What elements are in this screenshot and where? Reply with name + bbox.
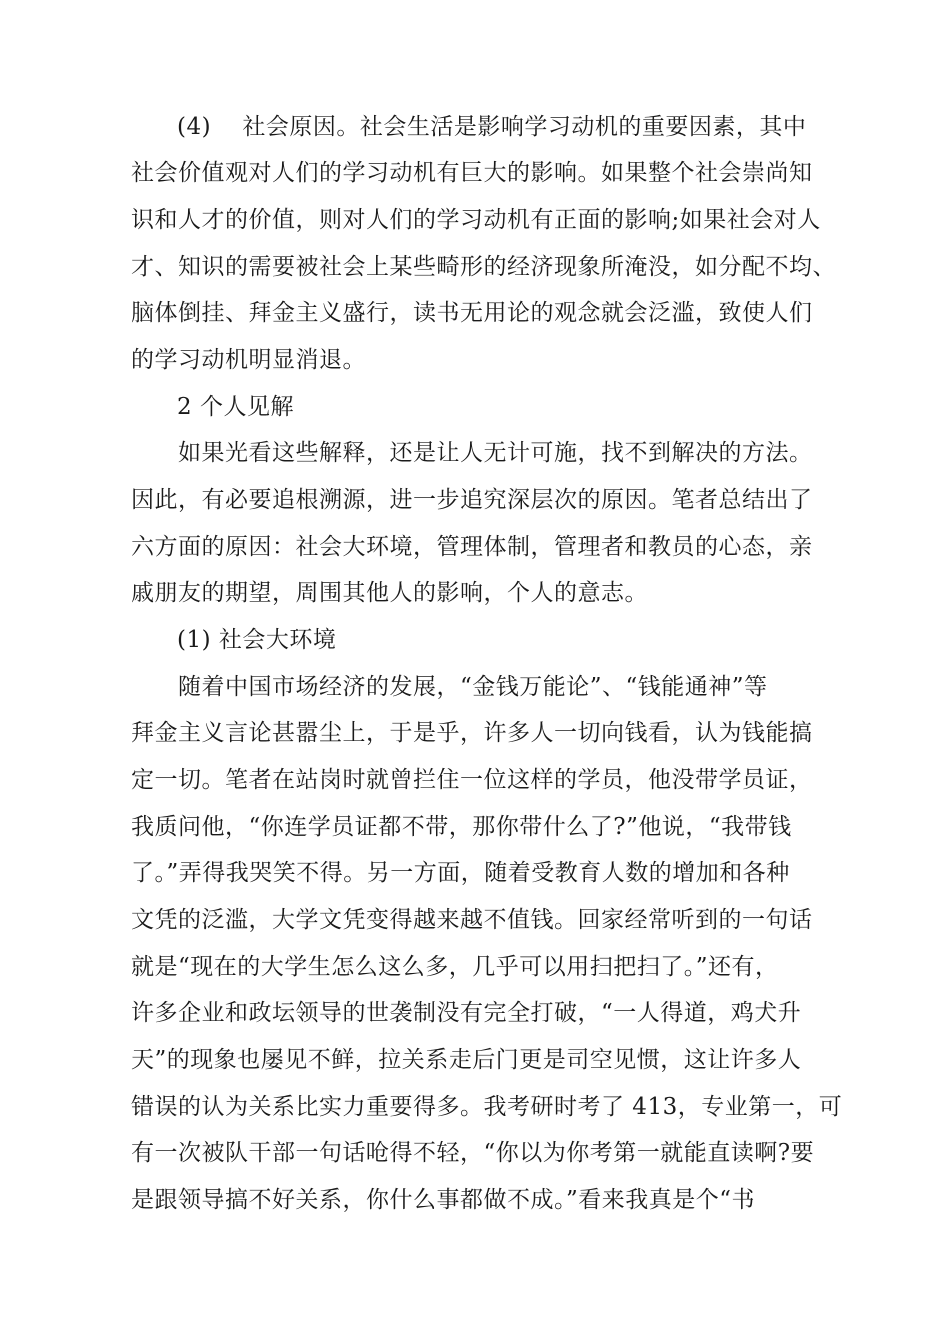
subsection-heading: (1) 社会大环境 (177, 627, 337, 653)
text-line: 社会价值观对人们的学习动机有巨大的影响。如果整个社会崇尚知 (131, 160, 813, 186)
text-line: 定一切。笔者在站岗时就曾拦住一位这样的学员，他没带学员证， (131, 767, 813, 793)
text-line: 是跟领导搞不好关系，你什么事都做不成。”看来我真是个“书 (131, 1187, 756, 1213)
text-line: 如果光看这些解释，还是让人无计可施，找不到解决的方法。 (178, 440, 813, 466)
section-heading: 2 个人见解 (177, 394, 294, 420)
text-line: 就是“现在的大学生怎么这么多，几乎可以用扫把扫了。”还有， (131, 954, 779, 980)
text-line: 戚朋友的期望，周围其他人的影响，个人的意志。 (131, 580, 648, 606)
text-line: 我质问他，“你连学员证都不带，那你带什么了?”他说，“我带钱 (131, 814, 792, 840)
text-line: 因此，有必要追根溯源，进一步追究深层次的原因。笔者总结出了 (131, 487, 813, 513)
text-line: 了。”弄得我哭笑不得。另一方面，随着受教育人数的增加和各种 (131, 860, 790, 886)
text-line: 天”的现象也屡见不鲜，拉关系走后门更是司空见惯，这让许多人 (131, 1047, 802, 1073)
text-line: 随着中国市场经济的发展，“金钱万能论”、“钱能通神”等 (178, 674, 768, 700)
text-line: 六方面的原因：社会大环境，管理体制，管理者和教员的心态，亲 (131, 534, 813, 560)
text-line: 有一次被队干部一句话呛得不轻，“你以为你考第一就能直读啊?要 (131, 1140, 815, 1166)
text-line: 识和人才的价值，则对人们的学习动机有正面的影响;如果社会对人 (131, 207, 821, 233)
text-line: 许多企业和政坛领导的世袭制没有完全打破，“一人得道，鸡犬升 (131, 1000, 802, 1026)
text-line: 的学习动机明显消退。 (131, 347, 366, 373)
text-line: 错误的认为关系比实力重要得多。我考研时考了 413，专业第一，可 (131, 1094, 843, 1120)
text-line: (4) 社会原因。社会生活是影响学习动机的重要因素，其中 (177, 114, 807, 140)
text-line: 文凭的泛滥，大学文凭变得越来越不值钱。回家经常听到的一句话 (131, 907, 813, 933)
text-line: 脑体倒挂、拜金主义盛行，读书无用论的观念就会泛滥，致使人们 (131, 300, 813, 326)
text-line: 才、知识的需要被社会上某些畸形的经济现象所淹没，如分配不均、 (131, 254, 836, 280)
text-line: 拜金主义言论甚嚣尘上，于是乎，许多人一切向钱看，认为钱能搞 (131, 720, 813, 746)
